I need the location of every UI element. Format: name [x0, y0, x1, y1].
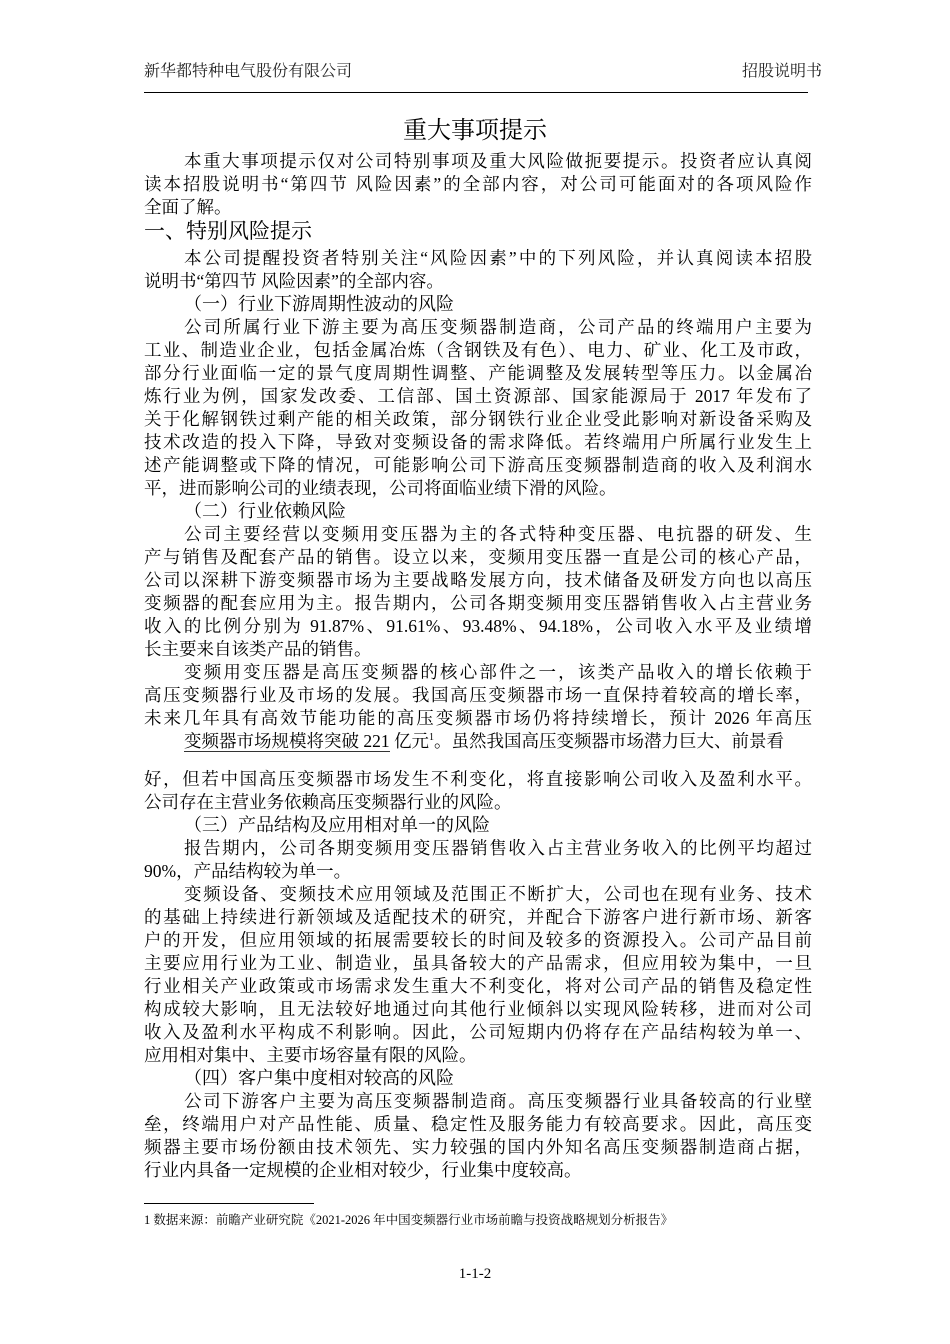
paragraph-line: 变频用变压器是高压变频器的核心部件之一，该类产品收入的增长依赖于	[184, 662, 812, 682]
underlined-text: 变频器市场规模将突破 221	[184, 731, 390, 751]
footnote: 1 数据来源：前瞻产业研究院《2021-2026 年中国变频器行业市场前瞻与投资战略规划分析报告》	[144, 1213, 674, 1227]
paragraph-line: 垒，终端用户对产品性能、质量、稳定性及服务能力有较高要求。因此，高压变	[144, 1114, 812, 1134]
paragraph-line: 报告期内，公司各期变频用变压器销售收入占主营业务收入的比例平均超过	[184, 838, 812, 858]
text: 亿元	[389, 731, 429, 751]
paragraph-line: 公司主要经营以变频用变压器为主的各式特种变压器、电抗器的研发、生	[184, 524, 812, 544]
footnote-rule	[144, 1203, 314, 1204]
paragraph-line: 部分行业面临一定的景气度周期性调整、产能调整及发展转型等压力。以金属冶	[144, 363, 812, 383]
paragraph-line: 产与销售及配套产品的销售。设立以来，变频用变压器一直是公司的核心产品，	[144, 547, 812, 567]
paragraph-line: 90%，产品结构较为单一。	[144, 861, 352, 881]
paragraph-line: 述产能调整或下降的情况，可能影响公司下游高压变频器制造商的收入及利润水	[144, 455, 812, 475]
page-title: 重大事项提示	[403, 117, 547, 144]
footnote-ref[interactable]: 1	[429, 732, 434, 744]
paragraph-line: 公司存在主营业务依赖高压变频器行业的风险。	[144, 792, 512, 812]
paragraph-line: 平，进而影响公司的业绩表现，公司将面临业绩下滑的风险。	[144, 478, 617, 498]
paragraph-line: 公司所属行业下游主要为高压变频器制造商，公司产品的终端用户主要为	[184, 317, 812, 337]
paragraph-line: 行业内具备一定规模的企业相对较少，行业集中度较高。	[144, 1160, 582, 1180]
paragraph-line: 变频器的配套应用为主。报告期内，公司各期变频用变压器销售收入占主营业务	[144, 593, 812, 613]
subsection-heading: （二）行业依赖风险	[184, 501, 346, 521]
paragraph-line: 长主要来自该类产品的销售。	[144, 639, 372, 659]
paragraph-line: 说明书“第四节 风险因素”的全部内容。	[144, 271, 444, 291]
header-company: 新华都特种电气股份有限公司	[144, 63, 353, 80]
paragraph-line: 频器主要市场份额由技术领先、实力较强的国内外知名高压变频器制造商占据，	[144, 1137, 812, 1157]
paragraph-line: 工业、制造业企业，包括金属冶炼（含钢铁及有色）、电力、矿业、化工及市政，	[144, 340, 812, 360]
paragraph-line: 变频设备、变频技术应用领域及范围正不断扩大，公司也在现有业务、技术	[184, 884, 812, 904]
paragraph-line: 高压变频器行业及市场的发展。我国高压变频器市场一直保持着较高的增长率，	[144, 685, 812, 705]
paragraph-line: 的基础上持续进行新领域及适配技术的研究，并配合下游客户进行新市场、新客	[144, 907, 812, 927]
subsection-heading: （三）产品结构及应用相对单一的风险	[184, 815, 490, 835]
paragraph-line: 好，但若中国高压变频器市场发生不利变化，将直接影响公司收入及盈利水平。	[144, 769, 812, 789]
paragraph-line: 本重大事项提示仅对公司特别事项及重大风险做扼要提示。投资者应认真阅	[184, 151, 812, 171]
paragraph-line: 行业相关产业政策或市场需求发生重大不利变化，将对公司产品的销售及稳定性	[144, 976, 812, 996]
paragraph-line	[144, 730, 812, 752]
paragraph-line: 炼行业为例，国家发改委、工信部、国土资源部、国家能源局于 2017 年发布了	[144, 386, 812, 406]
page-number: 1-1-2	[458, 1266, 492, 1282]
paragraph-line: 读本招股说明书“第四节 风险因素”的全部内容，对公司可能面对的各项风险作	[144, 174, 812, 194]
paragraph-line: 户的开发，但应用领域的拓展需要较长的时间及较多的资源投入。公司产品目前	[144, 930, 812, 950]
paragraph-line: 应用相对集中、主要市场容量有限的风险。	[144, 1045, 477, 1065]
header-rule	[144, 92, 808, 93]
section-heading: 一、特别风险提示	[144, 220, 312, 243]
paragraph-line: 技术改造的投入下降，导致对变频设备的需求降低。若终端用户所属行业发生上	[144, 432, 812, 452]
text: 。虽然我国高压变频器市场潜力巨大、前景看	[434, 731, 784, 751]
paragraph-line: 收入的比例分别为 91.87%、91.61%、93.48%、94.18%，公司收入水平及业绩增	[144, 616, 812, 636]
paragraph-line: 未来几年具有高效节能功能的高压变频器市场仍将持续增长，预计 2026 年高压	[144, 708, 812, 728]
paragraph-line: 收入及盈利水平构成不利影响。因此，公司短期内仍将存在产品结构较为单一、	[144, 1022, 812, 1042]
paragraph-line: 本公司提醒投资者特别关注“风险因素”中的下列风险，并认真阅读本招股	[184, 248, 812, 268]
paragraph-line: 构成较大影响，且无法较好地通过向其他行业倾斜以实现风险转移，进而对公司	[144, 999, 812, 1019]
header-doc-type: 招股说明书	[741, 63, 822, 80]
paragraph-line: 全面了解。	[144, 197, 232, 217]
paragraph-line: 公司以深耕下游变频器市场为主要战略发展方向，技术储备及研发方向也以高压	[144, 570, 812, 590]
paragraph-line: 关于化解钢铁过剩产能的相关政策，部分钢铁行业企业受此影响对新设备采购及	[144, 409, 812, 429]
paragraph-line: 公司下游客户主要为高压变频器制造商。高压变频器行业具备较高的行业壁	[184, 1091, 812, 1111]
paragraph-line: 主要应用行业为工业、制造业，虽具备较大的产品需求，但应用较为集中，一旦	[144, 953, 812, 973]
subsection-heading: （一）行业下游周期性波动的风险	[184, 294, 454, 314]
subsection-heading: （四）客户集中度相对较高的风险	[184, 1068, 454, 1088]
